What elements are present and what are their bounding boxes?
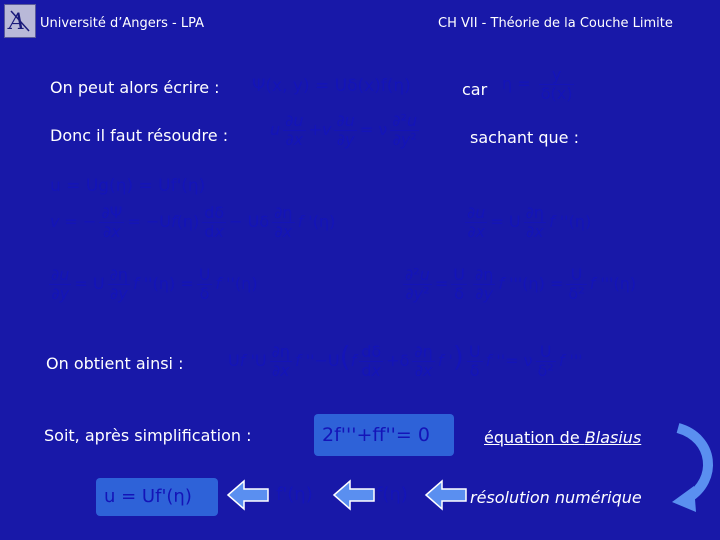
equation-f-prime: f'(η) (276, 484, 313, 505)
text-resolution: résolution numérique (470, 488, 642, 507)
equation-psi: Ψ(x, y) = Uδ(x)f(η) (252, 76, 411, 96)
text-obtient: On obtient ainsi : (46, 354, 184, 373)
equation-v: v = − $\frac{\partial\Psi}{\partial x}$ = −Uf(η) $\frac{d\delta}{dx}$ − Uδ $\frac{\partial\eta}{\partial x}$ f '(η) (50, 203, 336, 241)
text-car: car (462, 80, 488, 99)
equation-d2udy2: $\frac{\text{∂²u}}{\text{∂y²}}$ = $\frac{U}{\delta}$ $\frac{\partial\eta}{\partial y}$ f '''(η) = $\frac{U}{\text{δ²}}$ f '''(η) (405, 265, 637, 303)
blasius-name: Blasius (584, 428, 642, 447)
eta-lhs: η = (502, 74, 531, 93)
eta-numerator: y (539, 66, 575, 85)
arrow-left-icon-3 (424, 478, 468, 512)
text-resoudre: Donc il faut résoudre : (50, 126, 229, 145)
arrow-left-icon-1 (226, 478, 270, 512)
text-sachant: sachant que : (470, 128, 579, 147)
blasius-equation: 2f'''+ff''= 0 (322, 424, 430, 446)
text-soit: Soit, après simplification : (44, 426, 252, 445)
university-logo-icon (4, 4, 36, 38)
equation-dudy: $\frac{\partial u}{\partial y}$ = U $\frac{\partial\eta}{\partial y}$ f ''(η) = $\frac{U}{\delta}$ f ''(η) (51, 265, 258, 303)
equation-u: u = Ug(η) = Uf'(η) (50, 176, 206, 196)
header-right: CH VII - Théorie de la Couche Limite (438, 16, 673, 31)
equation-dudx: $\frac{\partial u}{\partial x}$ = U $\frac{\partial\eta}{\partial x}$ f ''(η) (467, 203, 592, 241)
text-ecrire: On peut alors écrire : (50, 78, 220, 97)
eta-denominator: δ(x) (540, 84, 573, 103)
eta-fraction (539, 66, 575, 103)
arrow-left-icon-2 (332, 478, 376, 512)
svg-text:A: A (9, 10, 25, 35)
blasius-prefix: équation de (484, 428, 585, 447)
curved-arrow-icon (664, 420, 720, 520)
equation-eta (502, 66, 577, 103)
equation-momentum: u $\frac{\partial u}{\partial x}$ +v $\frac{\partial u}{\partial y}$ = ν $\frac{\text{∂²u}}{\text{∂y²}}$ (270, 111, 418, 149)
blasius-label (484, 428, 641, 447)
equation-u-final: u = Uf'(η) (104, 486, 192, 507)
header-left: Université d’Angers - LPA (40, 16, 204, 31)
equation-f: f(η) (376, 484, 408, 505)
equation-combined: Uf 'U $\frac{\partial\eta}{\partial x}$ f ''−U(f $\frac{d\delta}{dx}$ +δ $\frac{\partial\eta}{\partial x}$ f ') $\frac{U}{\delta}$ f ''= ν $\frac{U}{\text{δ²}}$ f ''' (228, 340, 583, 380)
